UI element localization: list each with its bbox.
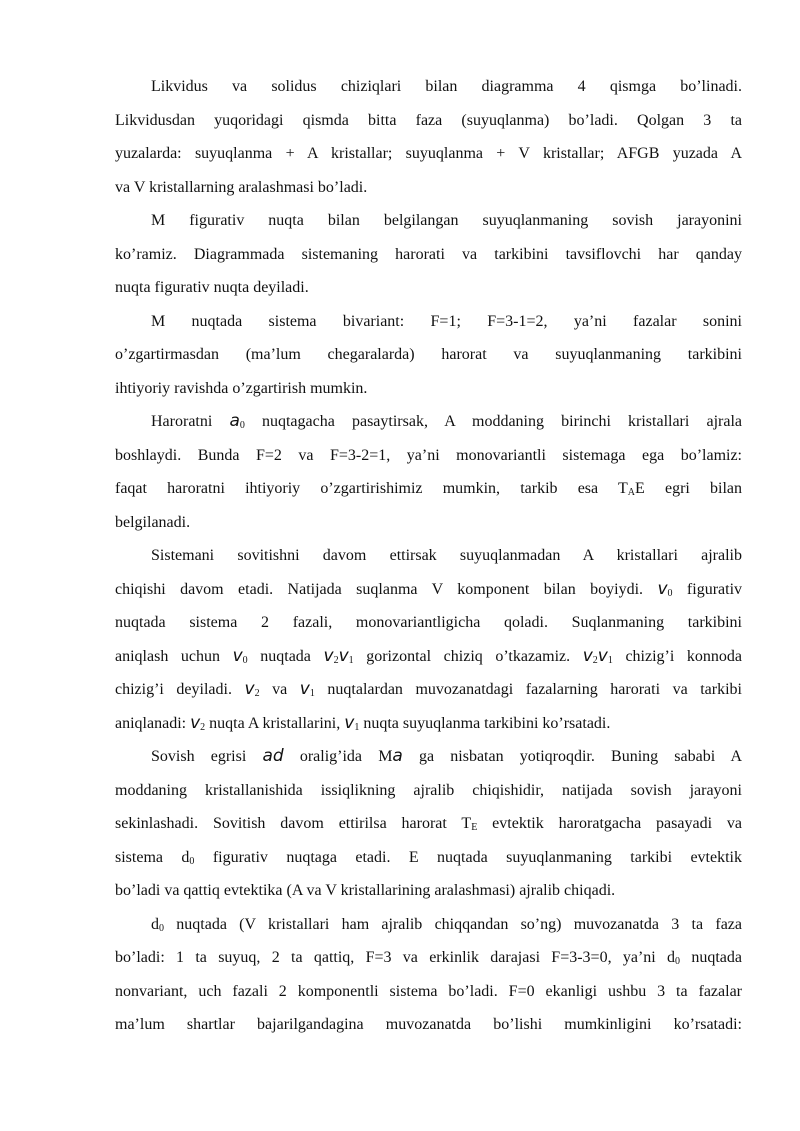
text-line: Sistemani sovitishni davom ettirsak suyuqlanmadan A kristallari ajralib	[151, 547, 742, 564]
text-line: Haroratni $a_0$ nuqtagacha pasaytirsak, A moddaning birinchi kristallari ajrala	[151, 411, 742, 431]
text-line: nuqtada sistema 2 fazali, monovariantligicha qoladi. Suqlanmaning tarkibini	[115, 614, 742, 631]
document-page	[115, 70, 742, 1042]
text-line: $d_0$ nuqtada (V kristallari ham ajralib chiqqandan so’ng) muvozanatda 3 ta faza	[151, 915, 742, 934]
text-line: nonvariant, uch fazali 2 komponentli sistema bo’ladi. F=0 ekanligi ushbu 3 ta fazalar	[115, 982, 742, 1000]
text-line: faqat haroratni ihtiyoriy o’zgartirishimiz mumkin, tarkib esa $T_AE$ egri bilan	[115, 480, 743, 498]
text-line: moddaning kristallanishida issiqlikning ajralib chiqishidir, natijada sovish jarayoni	[115, 781, 742, 799]
text-line: o’zgartirmasdan (ma’lum chegaralarda) harorat va suyuqlanmaning tarkibini	[115, 346, 742, 363]
text-line: Sovish egrisi ad oralig’ida Ma ga nisbatan yotiqroqdir. Buning sababi A	[151, 746, 743, 766]
text-line: chiqishi davom etadi. Natijada suqlanma V komponent bilan boyiydi. $v_0$ figurativ	[115, 578, 743, 599]
paragraph-1	[115, 70, 742, 204]
text-line: chizig’i deyiladi. $v_2$ va $v_1$ nuqtalardan muvozanatdagi fazalarning harorati va tarkibi	[115, 679, 743, 699]
text-line: bo’ladi: 1 ta suyuq, 2 ta qattiq, F=3 va erkinlik darajasi F=3-3=0, ya’ni $d_0$ nuqtada	[115, 949, 742, 967]
paragraph-7	[115, 908, 742, 1042]
text-line: ma’lum shartlar bajarilgandagina muvozanatda bo’lishi mumkinligini ko’rsatadi:	[115, 1016, 742, 1033]
text-line: M nuqtada sistema bivariant: F=1; F=3-1=2, ya’ni fazalar sonini	[151, 312, 742, 330]
text-line: yuzalarda: suyuqlanma + A kristallar; suyuqlanma + V kristallar; AFGB yuzada A	[115, 145, 742, 162]
text-line: aniqlash uchun $v_0$ nuqtada $v_2v_1$ gorizontal chiziq o’tkazamiz. $v_2v_1$ chizig’i konnoda	[115, 645, 743, 666]
text-line: belgilanadi.	[115, 513, 191, 531]
paragraph-4	[115, 405, 742, 539]
text-line: boshlaydi. Bunda F=2 va F=3-2=1, ya’ni monovariantli sistemaga ega bo’lamiz:	[115, 446, 742, 464]
paragraph-3	[115, 305, 742, 406]
text-line: Likvidusdan yuqoridagi qismda bitta faza (suyuqlanma) bo’ladi. Qolgan 3 ta	[115, 111, 742, 129]
text-line: bo’ladi va qattiq evtektika (A va V kristallarining aralashmasi) ajralib chiqadi.	[115, 882, 616, 899]
text-line: ihtiyoriy ravishda o’zgartirish mumkin.	[115, 379, 368, 397]
paragraph-2	[115, 204, 742, 305]
text-line: M figurativ nuqta bilan belgilangan suyuqlanmaning sovish jarayonini	[151, 212, 742, 229]
text-line: Likvidus va solidus chiziqlari bilan diagramma 4 qismga bo’linadi.	[151, 78, 742, 95]
text-line: sekinlashadi. Sovitish davom ettirilsa harorat $T_E$ evtektik haroratgacha pasayadi va	[115, 815, 742, 833]
text-line: ko’ramiz. Diagrammada sistemaning harorati va tarkibini tavsiflovchi har qanday	[115, 245, 742, 263]
text-line: sistema $d_0$ figurativ nuqtaga etadi. E nuqtada suyuqlanmaning tarkibi evtektik	[115, 848, 742, 867]
paragraph-6	[115, 740, 742, 908]
text-line: va V kristallarning aralashmasi bo’ladi.	[115, 178, 368, 196]
text-line: aniqlanadi: $v_2$ nuqta A kristallarini, $v_1$ nuqta suyuqlanma tarkibini ko’rsatadi.	[115, 712, 611, 733]
text-line: nuqta figurativ nuqta deyiladi.	[115, 279, 309, 296]
paragraph-5	[115, 539, 742, 740]
